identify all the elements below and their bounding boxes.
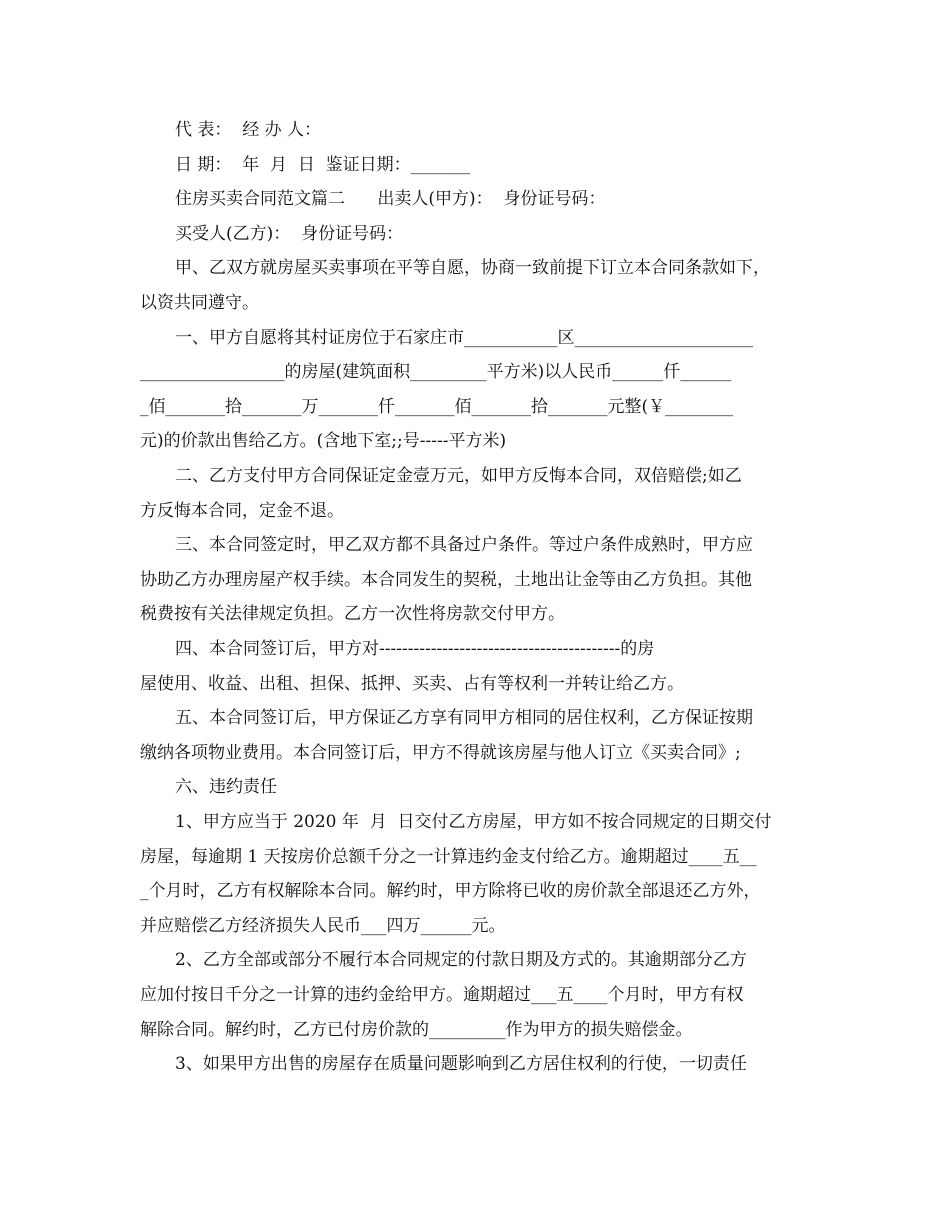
clause-4-line-1: 四、本合同签订后，甲方对------------------------------------------的房	[175, 639, 655, 659]
clause-1-line-4: 元)的价款出售给乙方。(含地下室;;号-----平方米)	[140, 431, 507, 451]
clause-6-1-line-3: _个月时，乙方有权解除本合同。解约时，甲方除将已收的房价款全部退还乙方外，	[140, 881, 761, 901]
preamble-line-1: 甲、乙双方就房屋买卖事项在平等自愿，协商一致前提下订立本合同条款如下，	[175, 258, 770, 278]
clause-1-line-2: _________________的房屋(建筑面积_________平方米)以人民币______仟______	[140, 362, 732, 382]
clause-1-line-3: _佰_______拾_______万_______仟_______佰_______拾_______元整(￥________	[140, 397, 734, 417]
clause-1-line-1: 一、甲方自愿将其村证房位于石家庄市___________区_____________________	[175, 328, 753, 348]
clause-6-heading: 六、违约责任	[175, 777, 277, 797]
clause-6-3-line-1: 3、如果甲方出售的房屋存在质量问题影响到乙方居住权利的行使，一切责任	[175, 1054, 747, 1074]
clause-2-line-1: 二、乙方支付甲方合同保证定金壹万元，如甲方反悔本合同，双倍赔偿;如乙	[175, 466, 742, 486]
clause-6-2-line-2: 应加付按日千分之一计算的违约金给甲方。逾期超过___五____个月时，甲方有权	[140, 985, 744, 1005]
clause-2-line-2: 方反悔本合同，定金不退。	[140, 501, 344, 521]
seller-line: 住房买卖合同范文篇二 出卖人(甲方)： 身份证号码：	[175, 189, 606, 209]
clause-6-2-line-1: 2、乙方全部或部分不履行本合同规定的付款日期及方式的。其逾期部分乙方	[175, 950, 747, 970]
clause-3-line-3: 税费按有关法律规定负担。乙方一次性将房款交付甲方。	[140, 604, 565, 624]
clause-6-1-line-1: 1、甲方应当于 2020 年 月 日交付乙方房屋，甲方如不按合同规定的日期交付	[175, 812, 772, 832]
buyer-line: 买受人(乙方)： 身份证号码：	[175, 224, 404, 244]
date-line: 日 期： 年 月 日 鉴证日期：_______	[175, 155, 471, 175]
clause-3-line-2: 协助乙方办理房屋产权手续。本合同发生的契税，土地出让金等由乙方负担。其他	[140, 570, 752, 590]
clause-6-1-line-4: 并应赔偿乙方经济损失人民币___四万______元。	[140, 916, 506, 936]
clause-6-2-line-3: 解除合同。解约时，乙方已付房价款的_________作为甲方的损失赔偿金。	[140, 1020, 693, 1040]
clause-6-1-line-2: 房屋，每逾期 1 天按房价总额千分之一计算违约金支付给乙方。逾期超过____五__	[140, 847, 757, 867]
clause-4-line-2: 屋使用、收益、出租、担保、抵押、买卖、占有等权利一并转让给乙方。	[140, 674, 684, 694]
clause-5-line-2: 缴纳各项物业费用。本合同签订后，甲方不得就该房屋与他人订立《买卖合同》;	[140, 743, 741, 763]
clause-5-line-1: 五、本合同签订后，甲方保证乙方享有同甲方相同的居住权利，乙方保证按期	[175, 708, 753, 728]
clause-3-line-1: 三、本合同签定时，甲乙双方都不具备过户条件。等过户条件成熟时，甲方应	[175, 535, 753, 555]
preamble-line-2: 以资共同遵守。	[140, 293, 259, 313]
representative-line: 代 表： 经 办 人：	[175, 120, 322, 140]
